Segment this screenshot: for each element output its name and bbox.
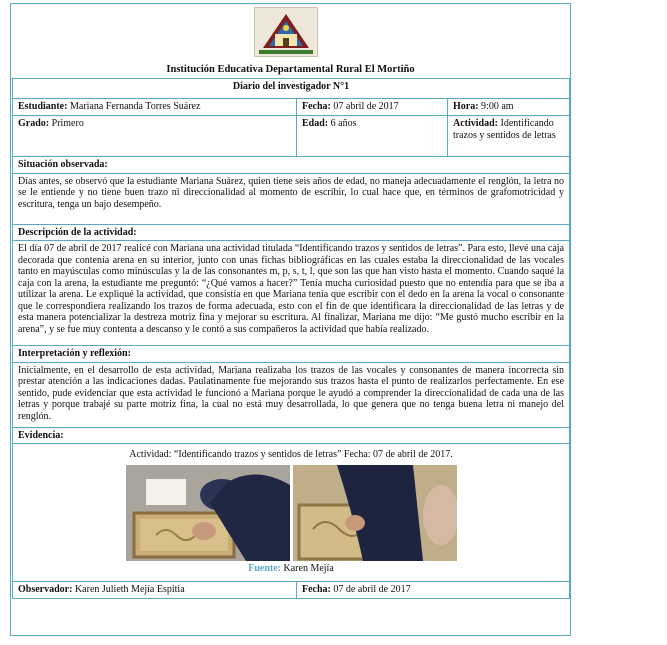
grade-value: Primero: [51, 118, 84, 129]
evidence-photos: [18, 465, 564, 561]
evidence-caption: Actividad: “Identificando trazos y sentidos de letras” Fecha: 07 de abril de 2017.: [129, 449, 453, 460]
date-label: Fecha:: [302, 101, 331, 112]
evidence-photo-2: [293, 465, 457, 561]
student-cell: [13, 99, 297, 116]
observer-label: Observador:: [18, 584, 73, 595]
student-label: Estudiante:: [18, 101, 68, 112]
evidence-source: [18, 563, 564, 575]
time-value: 9:00 am: [481, 101, 514, 112]
time-label: Hora:: [453, 101, 479, 112]
interpretation-heading: Interpretación y reflexión:: [13, 346, 570, 363]
activity-label: Actividad:: [453, 118, 498, 129]
situation-heading: Situación observada:: [13, 157, 570, 174]
date-cell: [297, 99, 448, 116]
age-value: 6 años: [330, 118, 357, 129]
situation-text: Días antes, se observó que la estudiante Mariana Suárez, quien tiene seis años de edad, no maneja adecuadamente el renglón, la letra no se le entiende y no tiene buen trazo ni direccionalidad al momento de escribir, lo cual hace que, en términos de grafomotricidad y escritura, tenga un bajo desempeño.: [13, 173, 570, 224]
age-label: Edad:: [302, 118, 329, 129]
student-value: Mariana Fernanda Torres Suárez: [69, 101, 201, 112]
evidence-heading: Evidencia:: [13, 427, 570, 444]
footer-date-label: Fecha:: [302, 584, 331, 595]
description-text: El día 07 de abril de 2017 realicé con Mariana una actividad titulada “Identificando trazos y sentidos de letras”. Para esto, llevé una caja decorada que contenía arena en su interior, junto con unas fichas bibliográficas en las cuales estaba la direccionalidad de las vocales tanto en mayúsculas como minúsculas y la de las consonantes m, p, s, t, l, que son las que han visto hasta el momento. Cuando saqué la caja con la arena, la estudiante me preguntó: “¿Qué vamos a hacer?” Tenía mucha curiosidad puesto que no entendía para que se iba a utilizar la arena. Le expliqué la actividad, que consistía en que Mariana tenía que escribir con el dedo en la arena la vocal o consonante que le correspondiera realizando los trazos de forma adecuada, esto con el fin de que identificara la direccionalidad de las letras y de esta manera potencializar la destreza motriz fina y mejorar su escritura. Al finalizar, Mariana me dijo: “Me gustó mucho escribir en la arena”, y se fue muy contenta a descanso y le contó a sus compañeros la actividad que había realizado.: [13, 241, 570, 346]
diary-table: [12, 78, 570, 599]
date-value: 07 abril de 2017: [333, 101, 399, 112]
description-heading: Descripción de la actividad:: [13, 224, 570, 241]
observer-value: Karen Julieth Mejía Espitia: [74, 584, 185, 595]
evidence-cell: [13, 444, 570, 582]
time-cell: [448, 99, 570, 116]
diary-title: Diario del investigador N°1: [13, 79, 570, 99]
school-logo: [254, 7, 318, 57]
activity-cell: [448, 116, 570, 157]
footer-date-value: 07 de abril de 2017: [333, 584, 411, 595]
institution-name: Institución Educativa Departamental Rural El Mortiño: [166, 64, 415, 75]
activity-value: Identificando trazos y sentidos de letras: [453, 118, 556, 141]
observer-cell: [13, 582, 297, 599]
footer-date-cell: [297, 582, 570, 599]
interpretation-text: Inicialmente, en el desarrollo de esta actividad, Mariana realizaba los trazos de las vocales y consonantes de manera incorrecta sin prestar atención a las indicaciones dadas. Paulatinamente fue mejorando sus trazos hasta el punto de realizarlos perfectamente. En ese sentido, pude evidenciar que esta actividad le funcionó a Mariana porque le ayudó a comprender la direccionalidad de cada una de las letras y porque trabajé su parte motriz fina, la cual no está muy desarrollada, lo que genera que no tenga buena letra ni manejo del renglón.: [13, 362, 570, 427]
age-cell: [297, 116, 448, 157]
source-value: Karen Mejía: [283, 562, 334, 574]
grade-label: Grado:: [18, 118, 50, 129]
source-label: Fuente:: [248, 562, 282, 574]
grade-cell: [13, 116, 297, 157]
evidence-photo-1: [126, 465, 290, 561]
